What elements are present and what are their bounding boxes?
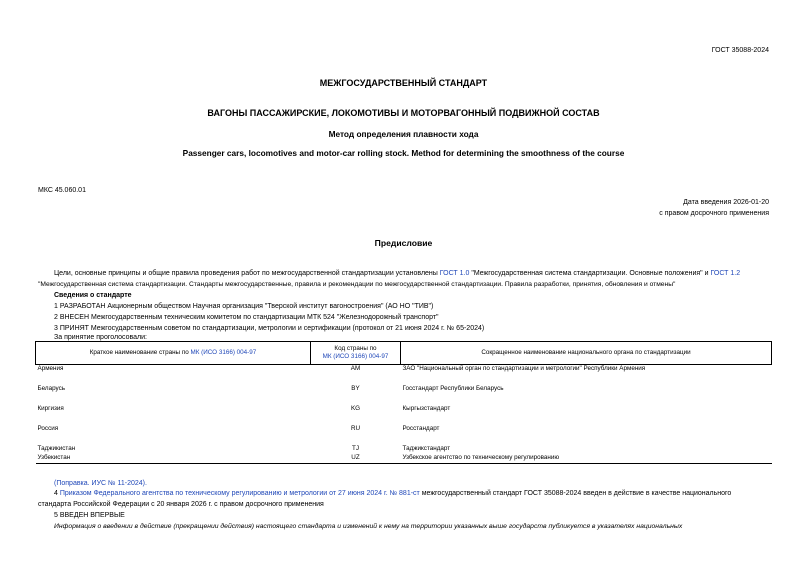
preface-intro-line bbox=[54, 270, 740, 277]
document-code: ГОСТ 35088-2024 bbox=[711, 47, 769, 54]
country-name-header-text: Краткое наименование страны по bbox=[89, 349, 191, 356]
code-cell: UZ bbox=[351, 454, 360, 461]
country-cell: Армения bbox=[37, 365, 64, 372]
standard-info-heading: Сведения о стандарте bbox=[54, 292, 132, 299]
table-row bbox=[36, 454, 772, 464]
mk-iso-code-link[interactable]: МК (ИСО 3166) 004-97 bbox=[322, 353, 389, 360]
code-cell: TJ bbox=[352, 445, 359, 452]
table-row bbox=[36, 385, 772, 405]
code-cell: AM bbox=[350, 365, 361, 372]
table-row bbox=[36, 365, 772, 386]
code-cell: KG bbox=[350, 405, 361, 412]
order-link[interactable]: Приказом Федерального агентства по техническому регулированию и метрологии от 27 июня 2024 г. № 881-ст bbox=[59, 490, 420, 497]
national-body-header: Сокращенное наименование национального органа по стандартизации bbox=[401, 342, 772, 365]
mk-iso-link[interactable]: МК (ИСО 3166) 004-97 bbox=[190, 349, 257, 356]
first-introduced-item: 5 ВВЕДЕН ВПЕРВЫЕ bbox=[54, 512, 125, 519]
table-row bbox=[36, 445, 772, 454]
order-item-continuation: стандарта Российской Федерации с 20 января 2026 г. с правом досрочного применения bbox=[38, 501, 324, 508]
submitted-item: 2 ВНЕСЕН Межгосударственным техническим комитетом по стандартизации МТК 524 "Железнодорожный транспорт" bbox=[54, 314, 439, 321]
mks-code: МКС 45.060.01 bbox=[38, 187, 86, 194]
order-item-number: 4 bbox=[54, 490, 60, 497]
body-cell: Госстандарт Республики Беларусь bbox=[402, 385, 504, 392]
country-cell: Таджикистан bbox=[37, 445, 76, 452]
adopted-item: 3 ПРИНЯТ Межгосударственным советом по стандартизации, метрологии и сертификации (протокол от 21 июня 2024 г. № 65-2024) bbox=[54, 325, 485, 332]
table-header-row bbox=[36, 342, 772, 365]
code-cell: RU bbox=[350, 425, 361, 432]
amendment-link[interactable]: (Поправка. ИУС № 11-2024). bbox=[54, 480, 147, 487]
preface-intro-text: Цели, основные принципы и общие правила проведения работ по межгосударственной стандартизации установлены bbox=[54, 270, 440, 277]
country-cell: Беларусь bbox=[37, 385, 66, 392]
code-cell: BY bbox=[351, 385, 360, 392]
english-title: Passenger cars, locomotives and motor-car rolling stock. Method for determining the smoothness of the course bbox=[182, 148, 625, 158]
body-cell: Таджикстандарт bbox=[402, 445, 451, 452]
publication-info: Информация о введении в действие (прекращении действия) настоящего стандарта и изменений к нему на территории указанных выше государств публикуется в указателях национальных bbox=[54, 523, 683, 530]
country-cell: Киргизия bbox=[37, 405, 64, 412]
preface-intro-continuation: "Межгосударственная система стандартизации. Стандарты межгосударственные, правила и рекомендации по межгосударственной стандартизации. Правила разработки, принятия, обновления и отмены" bbox=[38, 281, 676, 288]
country-cell: Россия bbox=[37, 425, 59, 432]
country-code-header bbox=[311, 342, 401, 365]
document-title: ВАГОНЫ ПАССАЖИРСКИЕ, ЛОКОМОТИВЫ И МОТОРВАГОННЫЙ ПОДВИЖНОЙ СОСТАВ bbox=[207, 108, 600, 118]
developer-item: 1 РАЗРАБОТАН Акционерным обществом Научная организация "Тверской институт вагоностроения" (АО НО "ТИВ") bbox=[54, 303, 434, 310]
body-cell: Росстандарт bbox=[402, 425, 440, 432]
body-cell: Узбекское агентство по техническому регулированию bbox=[402, 454, 560, 461]
table-row bbox=[36, 405, 772, 425]
voted-label: За принятие проголосовали: bbox=[54, 334, 147, 341]
country-code-header-text: Код страны по bbox=[334, 345, 377, 352]
early-application-note: с правом досрочного применения bbox=[659, 210, 769, 217]
standard-type: МЕЖГОСУДАРСТВЕННЫЙ СТАНДАРТ bbox=[319, 78, 488, 88]
order-item bbox=[54, 490, 771, 497]
gost-1-2-link[interactable]: ГОСТ 1.2 bbox=[710, 270, 741, 277]
body-cell: Кыргызстандарт bbox=[402, 405, 451, 412]
country-cell: Узбекистан bbox=[37, 454, 71, 461]
preface-heading: Предисловие bbox=[374, 238, 433, 248]
country-name-header bbox=[36, 342, 311, 365]
preface-intro-text-2: "Межгосударственная система стандартизации. Основные положения" и bbox=[469, 270, 711, 277]
method-subtitle: Метод определения плавности хода bbox=[328, 129, 479, 139]
order-item-text: межгосударственный стандарт ГОСТ 35088-2024 введен в действие в качестве национального bbox=[419, 490, 732, 497]
body-cell: ЗАО "Национальный орган по стандартизации и метрологии" Республики Армения bbox=[402, 365, 646, 372]
introduction-date: Дата введения 2026-01-20 bbox=[683, 199, 769, 206]
table-row bbox=[36, 425, 772, 445]
voting-states-table bbox=[35, 341, 772, 464]
gost-1-0-link[interactable]: ГОСТ 1.0 bbox=[439, 270, 470, 277]
